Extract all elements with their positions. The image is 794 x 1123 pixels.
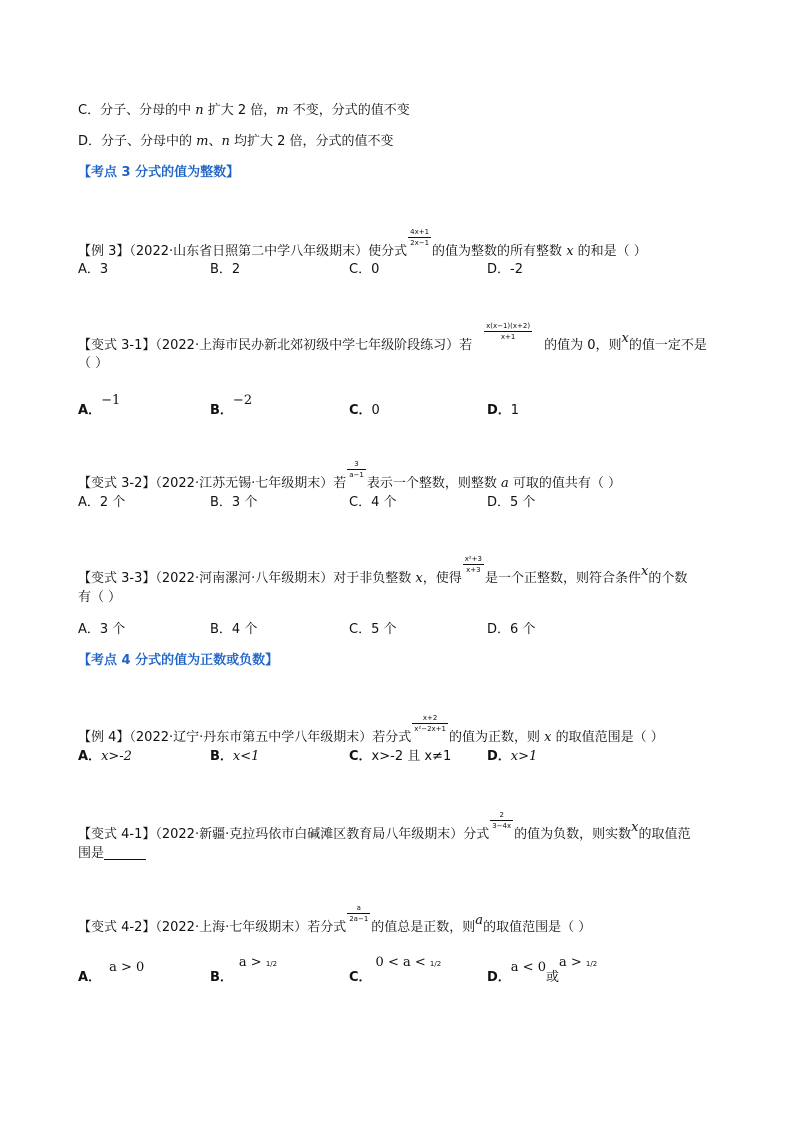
v31-option-c: C．0 <box>349 403 380 418</box>
v42-option-c: C．0 < a < 1/2 <box>349 955 442 985</box>
v33-option-a: A．3 个 <box>78 622 126 637</box>
fraction: $\frac{2}{3-4x}$ <box>492 811 512 830</box>
ex3-option-b: B．2 <box>210 262 241 277</box>
v42-option-d: D．a < 0或a > 1/2 <box>487 955 598 985</box>
v31-option-d: D．1 <box>487 403 520 418</box>
example-4-question: 【例 4】（2022·辽宁·丹东市第五中学八年级期末）若分式 $\frac{x+2}{\text{x²−2x+1}}$ 的值为正数，则 x 的取值范围是（ ） <box>78 714 664 745</box>
ex3-option-a: A．3 <box>78 262 109 277</box>
fraction: $\frac{x+2}{\text{x²−2x+1}}$ <box>414 714 446 733</box>
variant-4-1-line2: 围是 <box>78 845 146 863</box>
fraction: $\frac{4x+1}{2x-1}$ <box>410 228 430 247</box>
variant-3-3-line2: 有（ ） <box>78 590 122 605</box>
variant-3-1-paren: （ ） <box>78 356 109 371</box>
fraction: $\frac{a}{2a-1}$ <box>349 904 369 923</box>
section-heading-4: 【考点 4 分式的值为正数或负数】 <box>78 653 279 668</box>
v32-option-d: D．5 个 <box>487 495 536 510</box>
variant-3-2-question: 【变式 3-2】（2022·江苏无锡·七年级期末）若 $\frac{3}{a-1}$ 表示一个整数，则整数 a 可取的值共有（ ） <box>78 460 621 491</box>
section-heading-3: 【考点 3 分式的值为整数】 <box>78 165 240 180</box>
variant-3-3-question: 【变式 3-3】（2022·河南漯河·八年级期末）对于非负整数 x，使得 $\frac{\text{x²+3}}{x+3}$ 是一个正整数，则符合条件x的个数 <box>78 555 688 586</box>
v32-option-a: A．2 个 <box>78 495 126 510</box>
ex3-option-d: D．-2 <box>487 262 523 277</box>
variant-3-1-question: 【变式 3-1】（2022·上海市民办新北郊初级中学七年级阶段练习）若 $\frac{x(x-1)(x+2)}{x+1}$ 的值为 0，则x的值一定不是 <box>78 322 707 353</box>
fraction: $\frac{\text{x²+3}}{x+3}$ <box>464 555 482 574</box>
option-d-line: D．分子、分母中的 m、n 均扩大 2 倍，分式的值不变 <box>78 134 394 149</box>
option-c-line: C．分子、分母的中 n 扩大 2 倍，m 不变，分式的值不变 <box>78 103 410 118</box>
example-3-question: 【例 3】（2022·山东省日照第二中学八年级期末）使分式 $\frac{4x+1}{2x-1}$ 的值为整数的所有整数 x 的和是（ ） <box>78 228 647 259</box>
v33-option-c: C．5 个 <box>349 622 397 637</box>
v33-option-d: D．6 个 <box>487 622 536 637</box>
v42-option-a: A．a > 0 <box>78 960 145 985</box>
variant-4-2-question: 【变式 4-2】（2022·上海·七年级期末）若分式 $\frac{a}{2a-1}$ 的值总是正数，则a的取值范围是（ ） <box>78 904 592 935</box>
variant-4-1-question: 【变式 4-1】（2022·新疆·克拉玛依市白碱滩区教育局八年级期末）分式 $\frac{2}{3-4x}$ 的值为负数，则实数x的取值范 <box>78 811 691 842</box>
ex4-option-d: D．x>1 <box>487 749 538 764</box>
v33-option-b: B．4 个 <box>210 622 258 637</box>
v42-option-b: B．a > 1/2 <box>210 955 278 985</box>
v32-option-b: B．3 个 <box>210 495 258 510</box>
v31-option-a: A．−1 <box>78 393 121 418</box>
v32-option-c: C．4 个 <box>349 495 397 510</box>
ex4-option-a: A．x>-2 <box>78 749 132 764</box>
ex3-option-c: C．0 <box>349 262 380 277</box>
ex4-option-b: B．x<1 <box>210 749 260 764</box>
ex4-option-c: C．x>-2 且 x≠1 <box>349 749 452 764</box>
v31-option-b: B．−2 <box>210 393 253 418</box>
fraction: $\frac{x(x-1)(x+2)}{x+1}$ <box>486 322 531 341</box>
fraction: $\frac{3}{a-1}$ <box>349 460 364 479</box>
answer-blank[interactable] <box>104 845 146 860</box>
